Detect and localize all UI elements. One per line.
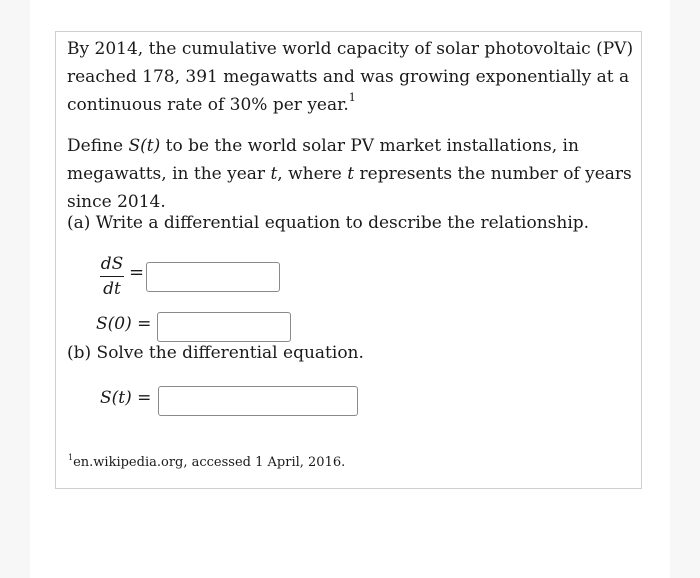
equals-sign: =: [129, 262, 145, 283]
function-symbol: S(t): [128, 136, 161, 156]
solution-input[interactable]: [158, 386, 358, 416]
right-margin: [670, 0, 700, 578]
footnote: [68, 452, 346, 470]
definition-text: Define: [67, 136, 129, 156]
intro-line-1: By 2014, the cumulative world capacity of solar photovoltaic (PV): [67, 39, 634, 59]
intro-paragraph: [67, 35, 635, 119]
definition-text-2: to be the world solar PV market installations, in megawatts, in the year: [67, 136, 579, 184]
variable-t-2: t: [347, 164, 355, 184]
derivative-answer-input[interactable]: [146, 262, 280, 292]
definition-text-3: , where: [277, 164, 348, 184]
footnote-mark: 1: [68, 452, 74, 462]
initial-condition-label: S(0) =: [96, 314, 152, 334]
intro-line-3: continuous rate of 30% per year.: [67, 95, 349, 115]
derivative-numerator: dS: [100, 254, 124, 274]
intro-line-2: reached 178, 391 megawatts and was growing exponentially at a: [67, 67, 630, 87]
fraction-bar: [100, 276, 124, 277]
part-b-prompt: (b) Solve the differential equation.: [67, 343, 364, 363]
initial-condition-input[interactable]: [157, 312, 291, 342]
left-margin: [0, 0, 30, 578]
derivative-fraction: [100, 253, 124, 300]
definition-paragraph: [67, 132, 635, 216]
footnote-text: en.wikipedia.org, accessed 1 April, 2016.: [73, 455, 346, 470]
definition-text-4: represents the number of years since 2014.: [67, 164, 632, 212]
derivative-denominator: dt: [103, 279, 121, 299]
solution-label: S(t) =: [100, 388, 152, 408]
part-a-prompt: (a) Write a differential equation to describe the relationship.: [67, 213, 590, 233]
footnote-reference: 1: [348, 91, 356, 105]
variable-t: t: [270, 164, 278, 184]
question-card: [55, 31, 642, 489]
